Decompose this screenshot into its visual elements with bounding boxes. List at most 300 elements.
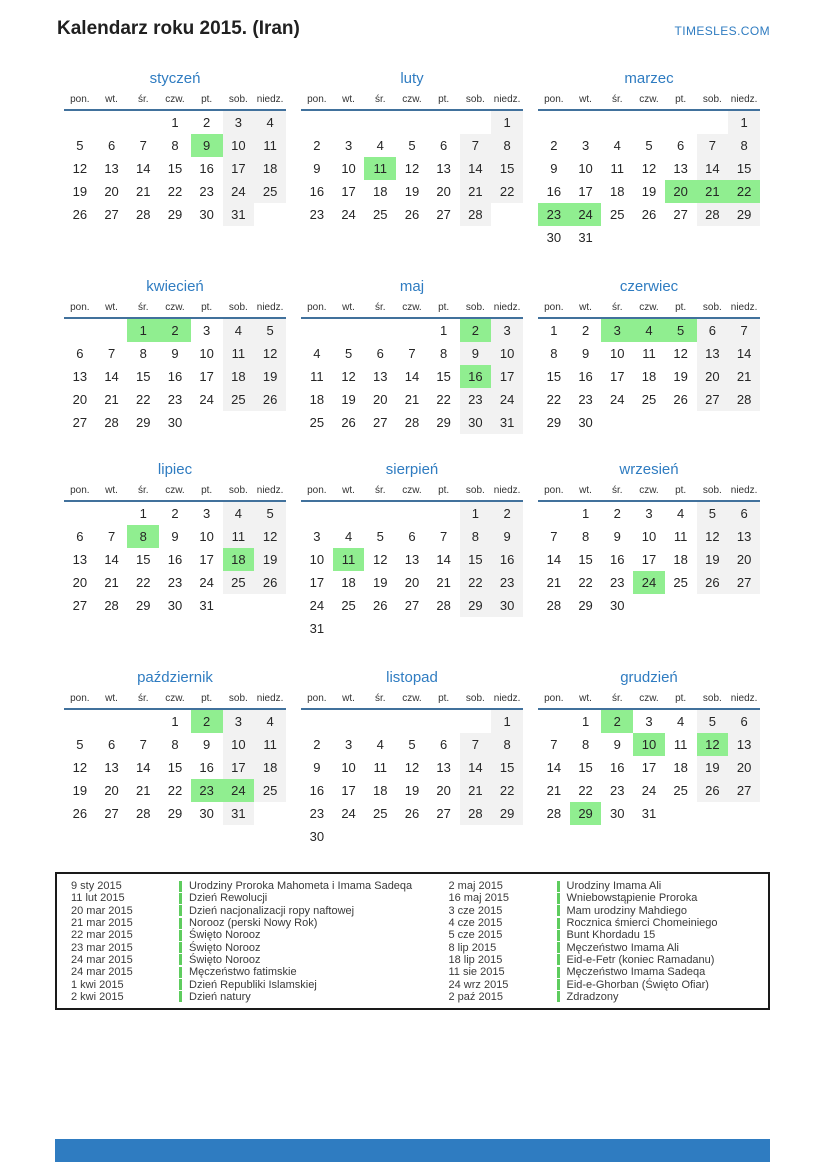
day-cell: 6 (697, 318, 729, 342)
weekday-header: pt. (438, 94, 450, 105)
day-cell: 28 (697, 203, 729, 226)
day-cell: 13 (697, 342, 729, 365)
empty-cell (601, 411, 633, 434)
day-cell: 11 (333, 548, 365, 571)
weekday-header: wt. (105, 94, 118, 105)
weekday-header: wt. (579, 693, 592, 704)
day-cell: 23 (199, 184, 214, 199)
empty-cell (633, 226, 665, 249)
day-cell: 31 (223, 802, 255, 825)
legend-date: 24 wrz 2015 (448, 978, 509, 991)
day-cell: 16 (309, 783, 325, 798)
empty-cell (223, 411, 255, 434)
day-cell: 17 (610, 369, 625, 384)
weekday-header: wt. (342, 693, 355, 704)
holiday-marker-icon (179, 893, 182, 904)
day-cell: 30 (491, 594, 523, 617)
day-cell: 1 (460, 501, 492, 525)
day-cell: 6 (440, 737, 448, 752)
weekday-header: sob. (228, 302, 248, 313)
day-cell: 22 (167, 783, 183, 798)
day-cell: 1 (171, 115, 179, 130)
day-cell: 17 (578, 184, 593, 199)
day-cell: 20 (436, 783, 451, 798)
legend-label: Dzień Republiki Islamskiej (189, 978, 317, 991)
legend-entry (57, 991, 413, 1003)
day-cell: 1 (440, 323, 448, 338)
day-cell: 21 (546, 575, 562, 590)
day-cell: 30 (578, 415, 593, 430)
day-cell: 3 (203, 506, 211, 521)
day-cell: 22 (167, 184, 183, 199)
empty-cell (665, 411, 697, 434)
month-title[interactable]: wrzesień (619, 461, 679, 478)
day-cell: 4 (254, 709, 286, 733)
day-cell: 28 (436, 598, 451, 613)
day-cell: 1 (171, 714, 179, 729)
month-grid (538, 302, 760, 434)
month-title[interactable]: sierpień (385, 461, 439, 478)
day-cell: 28 (546, 598, 562, 613)
legend-entry (57, 917, 413, 929)
day-cell: 27 (436, 207, 451, 222)
day-cell: 27 (104, 806, 119, 821)
weekday-header: niedz. (730, 94, 758, 105)
day-cell: 15 (546, 369, 562, 384)
day-cell: 28 (728, 388, 760, 411)
day-cell: 6 (107, 138, 116, 153)
day-cell: 15 (167, 161, 183, 176)
day-cell: 5 (408, 737, 416, 752)
day-cell: 16 (610, 760, 625, 775)
month-title[interactable]: marzec (624, 70, 674, 87)
day-cell: 15 (136, 552, 151, 567)
day-cell: 10 (309, 552, 325, 567)
weekday-header: sob. (465, 485, 485, 496)
day-cell: 31 (641, 806, 657, 821)
day-cell: 28 (136, 806, 151, 821)
day-cell: 22 (136, 392, 151, 407)
day-cell: 5 (645, 138, 653, 153)
legend-entry (413, 941, 769, 953)
legend-label: Męczeństwo Imama Sadeqa (566, 966, 706, 979)
day-cell: 17 (223, 756, 255, 779)
day-cell: 7 (460, 134, 492, 157)
empty-cell (301, 110, 333, 134)
day-cell: 25 (341, 598, 356, 613)
empty-cell (460, 825, 492, 848)
day-cell: 5 (254, 501, 286, 525)
day-cell: 15 (578, 760, 593, 775)
month-12 (538, 669, 760, 825)
day-cell: 5 (697, 709, 729, 733)
day-cell: 15 (436, 369, 451, 384)
month-grid (538, 693, 760, 825)
day-cell: 13 (728, 733, 760, 756)
weekday-header: pon. (70, 693, 90, 704)
weekday-header: śr. (611, 94, 623, 105)
legend-columns (57, 880, 768, 1003)
day-cell: 1 (581, 506, 590, 521)
legend-date: 16 maj 2015 (448, 892, 510, 905)
day-cell: 12 (673, 346, 688, 361)
day-cell: 11 (373, 760, 387, 775)
empty-cell (460, 617, 492, 640)
day-cell: 28 (460, 802, 492, 825)
empty-cell (697, 594, 729, 617)
day-cell: 23 (167, 392, 183, 407)
legend-label: Święto Norooz (189, 941, 261, 954)
day-cell: 12 (641, 161, 657, 176)
legend-date: 20 mar 2015 (71, 904, 133, 917)
month-title[interactable]: lipiec (157, 461, 193, 478)
day-cell: 9 (313, 760, 321, 775)
day-cell: 15 (578, 552, 593, 567)
weekday-header: pon. (544, 485, 564, 496)
legend-label: Eid-e-Ghorban (Święto Ofiar) (566, 978, 709, 991)
day-cell: 19 (373, 575, 388, 590)
day-cell: 7 (460, 733, 492, 756)
empty-cell (396, 318, 428, 342)
legend-date: 2 paź 2015 (448, 990, 503, 1003)
weekday-header: pt. (438, 485, 450, 496)
day-cell: 20 (665, 180, 697, 203)
legend-entry (413, 954, 769, 966)
day-cell: 19 (254, 365, 286, 388)
day-cell: 23 (491, 571, 523, 594)
day-cell: 30 (610, 598, 625, 613)
day-cell: 10 (341, 760, 356, 775)
weekday-header: wt. (579, 302, 592, 313)
day-cell: 9 (460, 342, 492, 365)
day-cell: 8 (171, 737, 179, 752)
weekday-header: sob. (702, 94, 722, 105)
day-cell: 8 (440, 346, 448, 361)
weekday-header: czw. (165, 485, 185, 496)
empty-cell (570, 110, 602, 134)
empty-cell (223, 594, 255, 617)
month-title[interactable]: październik (137, 669, 213, 686)
weekday-header: sob. (465, 94, 485, 105)
day-cell: 3 (645, 714, 653, 729)
day-cell: 3 (581, 138, 590, 153)
day-cell: 18 (223, 365, 255, 388)
weekday-header: pon. (544, 302, 564, 313)
day-cell: 20 (404, 575, 420, 590)
weekday-header: pt. (675, 485, 687, 496)
empty-cell (491, 825, 523, 848)
day-cell: 26 (72, 207, 88, 222)
day-cell: 26 (341, 415, 356, 430)
day-cell: 11 (223, 525, 255, 548)
weekday-header: pt. (675, 94, 687, 105)
day-cell: 24 (223, 779, 255, 802)
legend-date: 23 mar 2015 (71, 941, 133, 954)
holiday-marker-icon (179, 954, 182, 965)
day-cell: 4 (677, 506, 685, 521)
empty-cell (396, 501, 428, 525)
weekday-header: niedz. (730, 302, 758, 313)
holiday-marker-icon (179, 979, 182, 990)
month-title[interactable]: styczeń (149, 70, 201, 87)
day-cell: 24 (570, 203, 602, 226)
day-cell: 21 (546, 783, 562, 798)
day-cell: 10 (199, 346, 214, 361)
day-cell: 15 (491, 157, 523, 180)
legend-entry (57, 880, 413, 892)
legend-entry (413, 966, 769, 978)
weekday-header: niedz. (256, 485, 284, 496)
day-cell: 12 (404, 760, 420, 775)
day-cell: 5 (376, 529, 384, 544)
weekday-header: śr. (611, 693, 623, 704)
month-title[interactable]: listopad (386, 669, 438, 686)
day-cell: 14 (104, 552, 119, 567)
day-cell: 1 (139, 506, 147, 521)
legend-date: 11 sie 2015 (448, 966, 505, 979)
legend-label: Dzień nacjonalizacji ropy naftowej (189, 904, 355, 917)
month-title[interactable]: grudzień (620, 669, 678, 686)
day-cell: 2 (601, 709, 633, 733)
day-cell: 2 (460, 318, 492, 342)
page-title: Kalendarz roku 2015. (Iran) (57, 18, 300, 39)
day-cell: 14 (136, 760, 151, 775)
day-cell: 7 (550, 529, 558, 544)
weekday-header: pon. (70, 485, 90, 496)
legend-label: Dzień Rewolucji (189, 892, 268, 905)
day-cell: 8 (728, 134, 760, 157)
day-cell: 3 (203, 323, 211, 338)
day-cell: 27 (436, 806, 451, 821)
weekday-header: czw. (165, 693, 185, 704)
day-cell: 14 (136, 161, 151, 176)
day-cell: 8 (171, 138, 179, 153)
empty-cell (364, 110, 396, 134)
empty-cell (254, 203, 286, 226)
legend-label: Norooz (perski Nowy Rok) (189, 917, 318, 930)
day-cell: 23 (610, 783, 625, 798)
empty-cell (633, 110, 665, 134)
day-cell: 2 (491, 501, 523, 525)
empty-cell (697, 226, 729, 249)
legend-date: 3 cze 2015 (448, 904, 503, 917)
day-cell: 13 (104, 161, 119, 176)
empty-cell (697, 802, 729, 825)
day-cell: 30 (199, 207, 214, 222)
legend-box (55, 872, 770, 1010)
weekday-header: wt. (342, 302, 355, 313)
day-cell: 26 (373, 598, 388, 613)
day-cell: 31 (578, 230, 593, 245)
day-cell: 25 (610, 207, 625, 222)
empty-cell (364, 318, 396, 342)
month-8 (301, 461, 523, 640)
legend-label: Rocznica śmierci Chomeiniego (566, 917, 718, 930)
empty-cell (728, 226, 760, 249)
day-cell: 30 (199, 806, 214, 821)
empty-cell (64, 110, 96, 134)
weekday-header: pon. (307, 693, 327, 704)
day-cell: 9 (191, 134, 223, 157)
day-cell: 31 (491, 411, 523, 434)
day-cell: 3 (313, 529, 321, 544)
day-cell: 19 (254, 548, 286, 571)
day-cell: 2 (313, 737, 321, 752)
day-cell: 17 (341, 184, 356, 199)
day-cell: 26 (72, 806, 88, 821)
holiday-marker-icon (557, 893, 560, 904)
day-cell: 19 (404, 184, 420, 199)
day-cell: 26 (404, 806, 420, 821)
day-cell: 23 (191, 779, 223, 802)
day-cell: 23 (167, 575, 183, 590)
weekday-header: pon. (307, 94, 327, 105)
legend-date: 5 cze 2015 (448, 929, 503, 942)
weekday-header: pon. (70, 94, 90, 105)
weekday-header: śr. (137, 693, 149, 704)
day-cell: 13 (373, 369, 388, 384)
legend-entry (57, 892, 413, 904)
weekday-header: niedz. (493, 94, 521, 105)
legend-entry (413, 917, 769, 929)
weekday-header: sob. (702, 302, 722, 313)
legend-date: 2 kwi 2015 (71, 990, 124, 1003)
day-cell: 11 (254, 134, 286, 157)
day-cell: 26 (697, 779, 729, 802)
empty-cell (428, 501, 460, 525)
weekday-header: pt. (201, 693, 213, 704)
empty-cell (96, 110, 128, 134)
day-cell: 6 (107, 737, 116, 752)
day-cell: 7 (408, 346, 416, 361)
day-cell: 4 (344, 529, 353, 544)
legend-date: 1 kwi 2015 (71, 978, 124, 991)
weekday-header: pon. (544, 94, 564, 105)
holiday-marker-icon (557, 942, 560, 953)
day-cell: 8 (460, 525, 492, 548)
day-cell: 18 (341, 575, 356, 590)
day-cell: 21 (460, 779, 492, 802)
day-cell: 27 (728, 779, 760, 802)
day-cell: 9 (581, 346, 590, 361)
day-cell: 20 (697, 365, 729, 388)
empty-cell (697, 411, 729, 434)
legend-date: 2 maj 2015 (448, 880, 503, 893)
day-cell: 26 (254, 571, 286, 594)
empty-cell (396, 709, 428, 733)
holiday-marker-icon (179, 967, 182, 978)
legend-entry (57, 966, 413, 978)
day-cell: 20 (72, 392, 88, 407)
day-cell: 28 (136, 207, 151, 222)
day-cell: 4 (223, 501, 255, 525)
month-title[interactable]: kwiecień (146, 278, 204, 295)
legend-label: Urodziny Imama Ali (566, 880, 662, 893)
month-11 (301, 669, 523, 848)
weekday-header: wt. (105, 693, 118, 704)
weekday-header: pt. (438, 302, 450, 313)
day-cell: 20 (728, 548, 760, 571)
day-cell: 8 (491, 733, 523, 756)
day-cell: 3 (223, 709, 255, 733)
empty-cell (633, 411, 665, 434)
weekday-header: czw. (402, 485, 422, 496)
day-cell: 17 (309, 575, 325, 590)
day-cell: 10 (641, 529, 657, 544)
day-cell: 21 (104, 575, 119, 590)
day-cell: 6 (677, 138, 685, 153)
day-cell: 26 (673, 392, 688, 407)
day-cell: 18 (373, 783, 388, 798)
day-cell: 14 (460, 756, 492, 779)
legend-date: 8 lip 2015 (448, 941, 497, 954)
day-cell: 13 (72, 369, 88, 384)
month-10 (64, 669, 286, 825)
day-cell: 14 (546, 760, 562, 775)
day-cell: 16 (578, 369, 593, 384)
day-cell: 15 (136, 369, 151, 384)
weekday-header: śr. (611, 485, 623, 496)
weekday-header: śr. (137, 302, 149, 313)
day-cell: 17 (641, 552, 657, 567)
weekday-header: śr. (374, 485, 386, 496)
day-cell: 9 (171, 529, 179, 544)
day-cell: 31 (199, 598, 214, 613)
holiday-marker-icon (557, 991, 560, 1002)
legend-label: Dzień natury (189, 990, 251, 1003)
day-cell: 10 (199, 529, 214, 544)
legend-date: 18 lip 2015 (448, 953, 503, 966)
day-cell: 12 (254, 342, 286, 365)
day-cell: 22 (728, 180, 760, 203)
day-cell: 9 (613, 737, 621, 752)
month-title[interactable]: luty (400, 70, 424, 87)
day-cell: 27 (72, 598, 88, 613)
day-cell: 21 (460, 180, 492, 203)
empty-cell (333, 501, 365, 525)
empty-cell (64, 318, 96, 342)
legend-entry (413, 991, 769, 1003)
day-cell: 8 (491, 134, 523, 157)
empty-cell (665, 802, 697, 825)
empty-cell (428, 617, 460, 640)
day-cell: 8 (581, 737, 590, 752)
day-cell: 12 (72, 760, 88, 775)
site-link[interactable]: TIMESLES.COM (674, 24, 770, 38)
day-cell: 23 (610, 575, 625, 590)
month-grid (538, 94, 760, 249)
month-6 (538, 278, 760, 434)
month-title[interactable]: maj (399, 278, 425, 295)
month-title[interactable]: czerwiec (619, 278, 679, 295)
day-cell: 22 (578, 575, 593, 590)
empty-cell (333, 617, 365, 640)
day-cell: 29 (136, 415, 151, 430)
day-cell: 19 (673, 369, 688, 384)
day-cell: 19 (72, 783, 88, 798)
weekday-header: czw. (402, 302, 422, 313)
day-cell: 30 (309, 829, 325, 844)
day-cell: 7 (728, 318, 760, 342)
day-cell: 31 (309, 621, 325, 636)
day-cell: 14 (436, 552, 451, 567)
day-cell: 3 (491, 318, 523, 342)
day-cell: 16 (460, 365, 492, 388)
holiday-marker-icon (557, 918, 560, 929)
day-cell: 29 (136, 598, 151, 613)
empty-cell (364, 825, 396, 848)
legend-entry (413, 905, 769, 917)
